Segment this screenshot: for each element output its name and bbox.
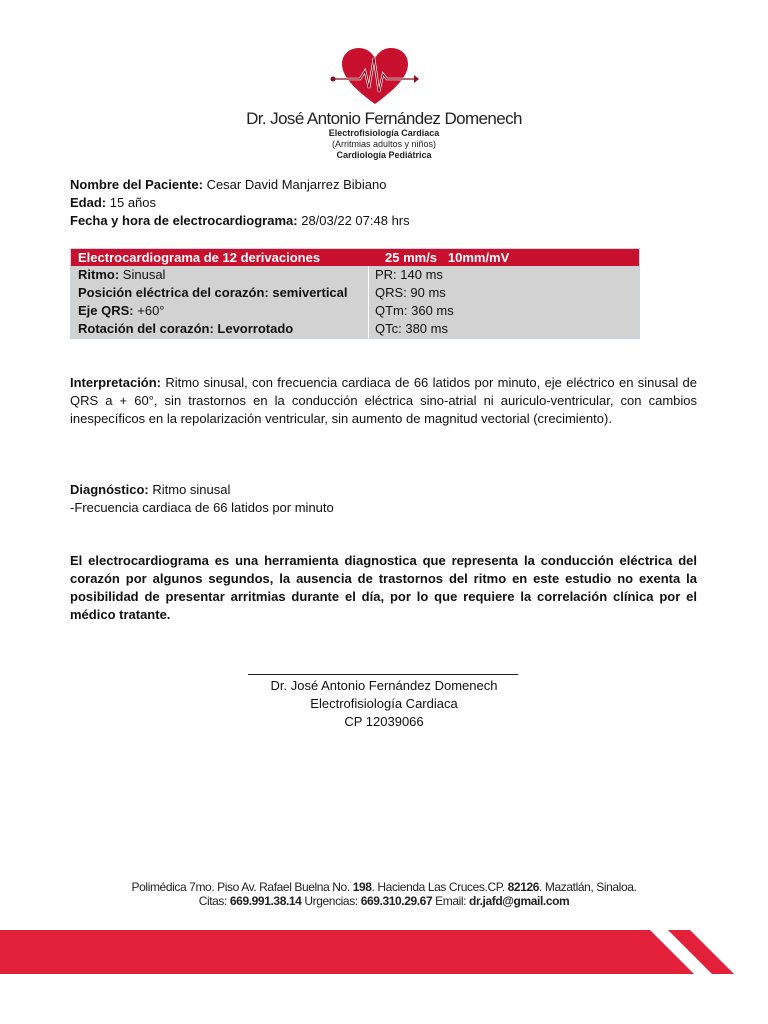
diagnosis-line2: -Frecuencia cardiaca de 66 latidos por minuto [70, 500, 334, 515]
footer-address: Polimédica 7mo. Piso Av. Rafael Buelna No. 198. Hacienda Las Cruces.CP. 82126. Mazatlán, Sinaloa. [131, 880, 637, 894]
ecg-date-label: Fecha y hora de electrocardiograma: [70, 213, 298, 228]
diagnosis [70, 481, 697, 517]
interpretation-label: Interpretación: [70, 375, 162, 390]
ecg-qtm: QTm: 360 ms [375, 303, 454, 318]
diagnosis-value: Ritmo sinusal [152, 482, 231, 497]
signature-line [248, 674, 518, 675]
ecg-row-posicion: Posición eléctrica del corazón: semivertical [78, 285, 348, 300]
patient-name: Cesar David Manjarrez Bibiano [206, 177, 387, 192]
ecg-row-eje: Eje QRS: +60° [78, 303, 165, 318]
signature-name: Dr. José Antonio Fernández Domenech [270, 678, 498, 693]
heart-ecg-logo [330, 46, 420, 106]
ecg-pr: PR: 140 ms [375, 267, 443, 282]
specialty2-header: Cardiología Pediátrica [336, 150, 432, 160]
patient-name-label: Nombre del Paciente: [70, 177, 203, 192]
patient-age: 15 años [109, 195, 157, 210]
footer-email: dr.jafd@gmail.com [469, 894, 570, 908]
signature-title: Electrofisiología Cardiaca [310, 696, 458, 711]
specialty-note: (Arritmias adultos y niños) [331, 139, 437, 149]
interpretation [70, 374, 697, 428]
footer-contact: Citas: 669.991.38.14 Urgencias: 669.310.29.67 Email: dr.jafd@gmail.com [198, 894, 570, 908]
specialty-header: Electrofisiología Cardiaca [328, 128, 440, 138]
ecg-title: Electrocardiograma de 12 derivaciones [78, 250, 321, 265]
ecg-date: 28/03/22 07:48 hrs [301, 213, 410, 228]
clinical-note: El electrocardiograma es una herramienta diagnostica que representa la conducción eléctrica del corazón por algunos segundos, la ausencia de trastornos del ritmo en este estudio no exenta la posibilidad de presentar arritmias durante el día, por lo que requiere la correlación clínica por el médico tratante. [70, 553, 697, 622]
footer-urgencias-phone: 669.310.29.67 [360, 894, 433, 908]
signature-cp: CP 12039066 [344, 714, 424, 729]
ecg-qtc: QTc: 380 ms [375, 321, 448, 336]
ecg-row-rotacion: Rotación del corazón: Levorrotado [78, 321, 294, 336]
patient-info [70, 176, 410, 230]
ecg-row-ritmo: Ritmo: Sinusal [78, 267, 166, 282]
ecg-table [70, 248, 640, 339]
ecg-table-header [71, 249, 639, 266]
footer-citas-phone: 669.991.38.14 [229, 894, 302, 908]
diagnosis-label: Diagnóstico: [70, 482, 149, 497]
doctor-name-header: Dr. José Antonio Fernández Domenech [246, 109, 522, 128]
footer-red-band [0, 930, 768, 974]
ecg-settings: 25 mm/s 10mm/mV [385, 250, 510, 265]
patient-age-label: Edad: [70, 195, 107, 210]
ecg-qrs: QRS: 90 ms [375, 285, 446, 300]
interpretation-text: Ritmo sinusal, con frecuencia cardiaca de 66 latidos por minuto, eje eléctrico en sinusal de QRS a + 60°, sin trastornos en la conducción eléctrica sino-atrial ni auriculo-ventricular, con cambios inespecíficos en la repolarización ventricular, sin aumento de magnitud vectorial (crecimiento). [70, 375, 697, 426]
